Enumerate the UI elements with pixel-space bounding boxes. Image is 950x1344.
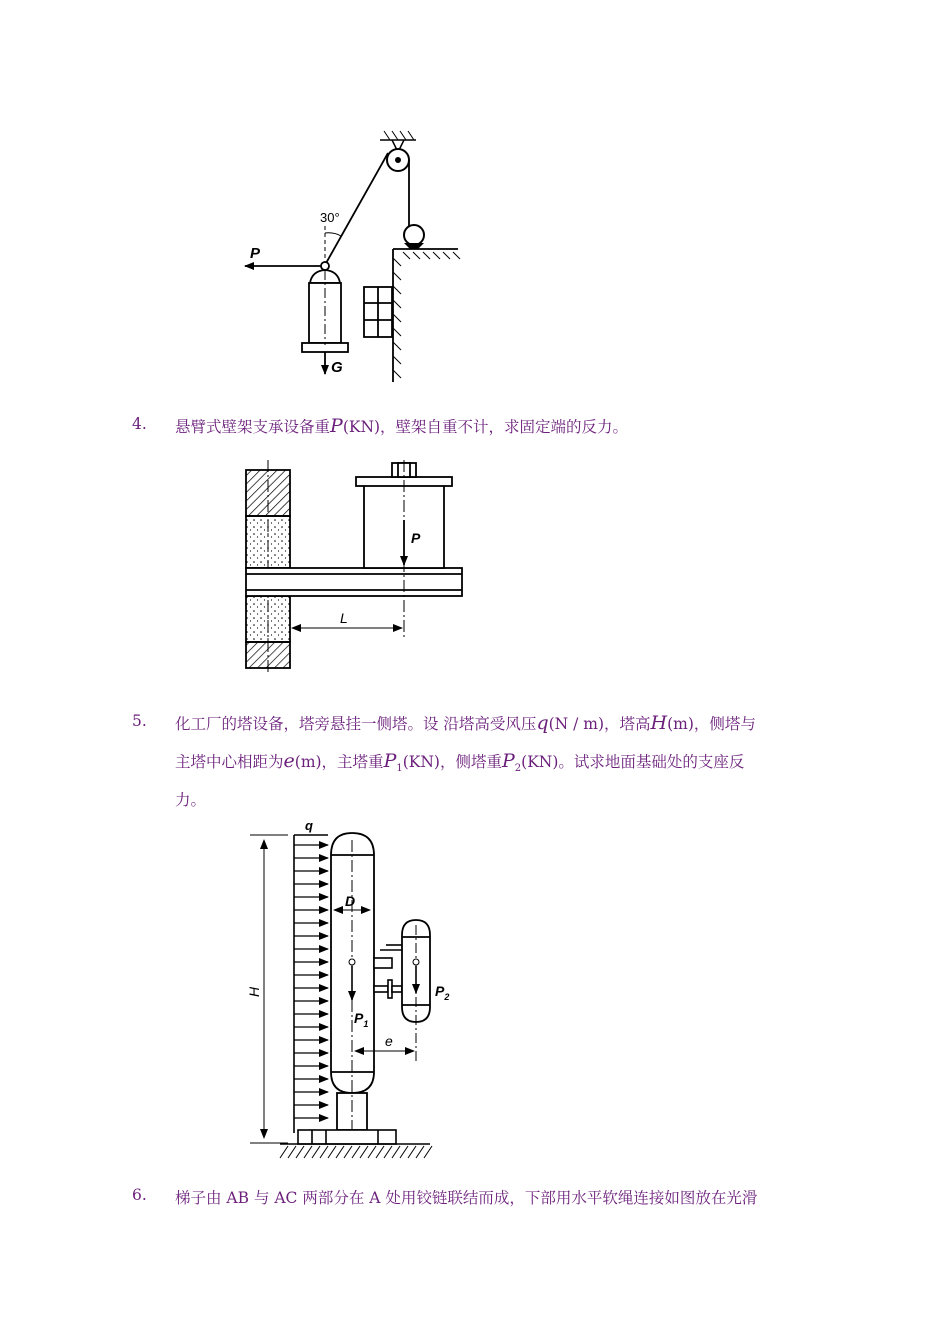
winch: [404, 225, 424, 245]
question-number: 4.: [132, 415, 147, 433]
weight-label-p1: $P_1$: [354, 1010, 369, 1029]
weight-label-g: G: [331, 359, 343, 376]
window: [364, 287, 392, 337]
wall: [393, 249, 460, 382]
force-label-p: P: [250, 245, 261, 262]
load-label-p: P: [411, 530, 421, 546]
wind-label-q: q: [305, 818, 313, 833]
question-number: 6.: [132, 1186, 147, 1204]
figure-cantilever-bracket: [230, 455, 480, 675]
wind-load: [294, 835, 328, 1133]
question-text-line-1: 化工厂的塔设备，塔旁悬挂一侧塔。设 沿塔高受风压q(N / m)，塔高H(m)，侧塔与: [175, 712, 756, 734]
wall-column: [246, 460, 290, 672]
figure-pulley: [230, 125, 470, 385]
spacing-label-e: e: [385, 1033, 393, 1049]
question-text-line: 悬臂式壁架支承设备重P(KN)，壁架自重不计，求固定端的反力。: [175, 415, 629, 437]
height-label-h: H: [246, 986, 262, 997]
figure-tower: [235, 815, 475, 1165]
diameter-label-d: D: [345, 893, 356, 909]
tower-connectors: [374, 945, 402, 998]
question-text-line: 梯子由 AB 与 AC 两部分在 A 处用铰链联结而成，下部用水平软绳连接如图放在光滑: [175, 1189, 758, 1207]
question-number: 5.: [132, 712, 147, 730]
foundation: [280, 1130, 430, 1144]
length-label-l: L: [340, 610, 348, 626]
weight-label-p2: $P_2$: [435, 983, 450, 1002]
rope-inclined: [325, 153, 388, 265]
cantilever-beam: [246, 568, 462, 596]
angle-label: 30°: [320, 210, 340, 225]
